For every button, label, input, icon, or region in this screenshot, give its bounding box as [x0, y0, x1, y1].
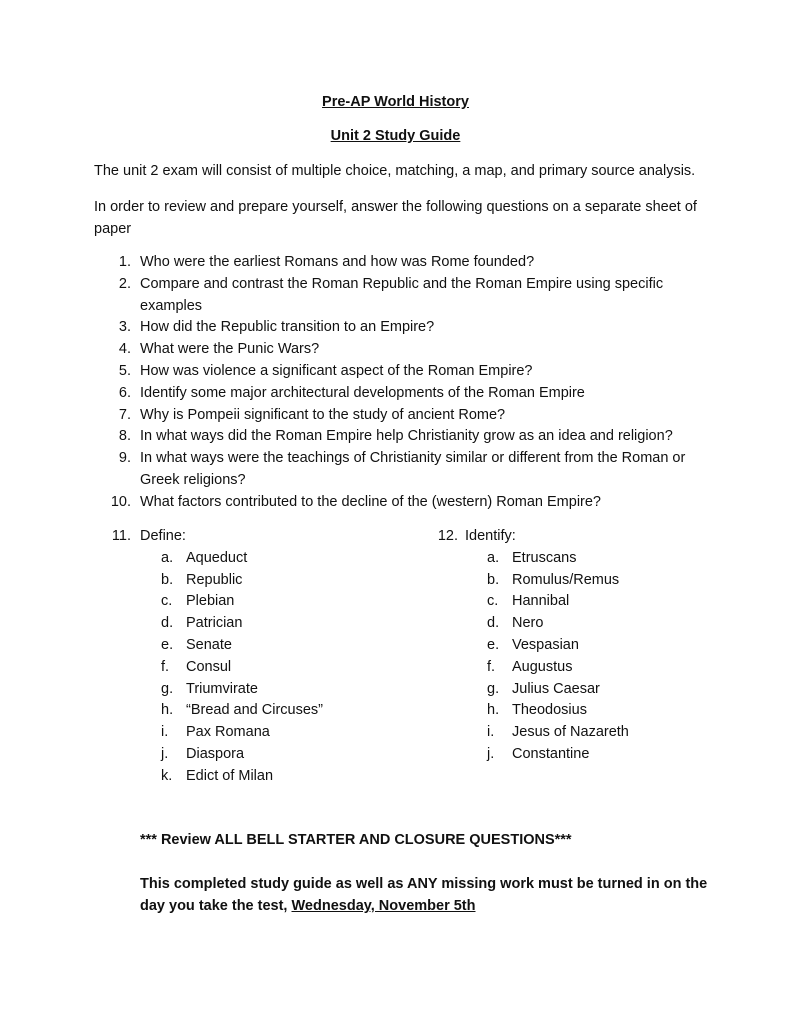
- identify-person: [420, 700, 740, 722]
- identify-number: 12.: [437, 528, 458, 544]
- term-letter: e.: [161, 636, 174, 653]
- term-text: Republic: [186, 571, 243, 588]
- term-text: Patrician: [186, 615, 243, 632]
- question-item: [94, 339, 694, 361]
- identify-section: [420, 526, 740, 766]
- question-text: What were the Punic Wars?: [140, 341, 320, 358]
- question-item: [94, 317, 694, 339]
- question-number: 6.: [118, 384, 131, 401]
- person-text: Constantine: [512, 745, 590, 762]
- identify-person: [420, 570, 740, 592]
- identify-label: Identify:: [465, 528, 516, 544]
- question-text: Identify some major architectural developments of the Roman Empire: [140, 384, 585, 401]
- person-text: Hannibal: [512, 593, 570, 610]
- define-term: [94, 591, 414, 613]
- instructions-paragraph: In order to review and prepare yourself, answer the following questions on a separate sheet of paper: [94, 199, 697, 237]
- term-text: “Bread and Circuses”: [186, 702, 323, 719]
- closing-text: This completed study guide as well as ANY missing work must be turned in on the day you take the test,: [140, 876, 708, 914]
- question-item: [94, 274, 694, 318]
- review-reminder: *** Review ALL BELL STARTER AND CLOSURE QUESTIONS***: [140, 832, 572, 848]
- term-text: Aqueduct: [186, 549, 248, 566]
- term-letter: f.: [161, 658, 170, 675]
- question-number: 3.: [118, 319, 131, 336]
- define-term: [94, 570, 414, 592]
- person-letter: e.: [487, 636, 500, 653]
- term-letter: i.: [161, 724, 169, 741]
- person-text: Etruscans: [512, 549, 577, 566]
- person-letter: f.: [487, 658, 496, 675]
- define-term: [94, 613, 414, 635]
- identify-person: [420, 679, 740, 701]
- define-label: Define:: [140, 528, 186, 544]
- person-letter: i.: [487, 724, 495, 741]
- question-number: 2.: [118, 275, 131, 292]
- identify-person: [420, 591, 740, 613]
- term-letter: c.: [161, 593, 173, 610]
- question-number: 9.: [118, 450, 131, 467]
- term-letter: g.: [161, 680, 174, 697]
- page-subtitle: Unit 2 Study Guide: [330, 128, 461, 144]
- person-letter: h.: [487, 702, 500, 719]
- identify-heading: [420, 526, 740, 548]
- person-text: Augustus: [512, 658, 573, 675]
- question-text: In what ways were the teachings of Christianity similar or different from the Roman or Greek religions?: [140, 450, 686, 488]
- define-term: [94, 548, 414, 570]
- person-letter: a.: [487, 549, 500, 566]
- define-term: [94, 679, 414, 701]
- define-term: [94, 700, 414, 722]
- define-term: [94, 657, 414, 679]
- page-title: Pre-AP World History: [322, 94, 469, 110]
- question-item: [94, 252, 694, 274]
- question-item: [94, 361, 694, 383]
- define-term: [94, 744, 414, 766]
- person-text: Romulus/Remus: [512, 571, 620, 588]
- person-letter: g.: [487, 680, 500, 697]
- term-letter: h.: [161, 702, 174, 719]
- question-item: [94, 405, 694, 427]
- question-item: [94, 448, 694, 492]
- question-list: [94, 252, 694, 514]
- define-number: 11.: [111, 528, 131, 544]
- question-number: 4.: [118, 341, 131, 358]
- term-text: Diaspora: [186, 745, 245, 762]
- term-text: Consul: [186, 658, 232, 675]
- term-letter: j.: [161, 745, 169, 762]
- question-item: [94, 383, 694, 405]
- define-list: [94, 548, 414, 788]
- identify-person: [420, 744, 740, 766]
- identify-person: [420, 722, 740, 744]
- closing-note: [140, 874, 720, 918]
- term-text: Plebian: [186, 593, 235, 610]
- identify-person: [420, 635, 740, 657]
- question-text: Why is Pompeii significant to the study of ancient Rome?: [140, 406, 506, 423]
- term-letter: b.: [161, 571, 174, 588]
- question-text: How was violence a significant aspect of the Roman Empire?: [140, 362, 533, 379]
- person-letter: d.: [487, 615, 500, 632]
- define-section: [94, 526, 414, 788]
- define-heading: [94, 526, 414, 548]
- question-text: In what ways did the Roman Empire help Christianity grow as an idea and religion?: [140, 428, 673, 445]
- identify-person: [420, 548, 740, 570]
- question-text: Who were the earliest Romans and how was Rome founded?: [140, 254, 535, 270]
- question-text: How did the Republic transition to an Empire?: [140, 319, 435, 336]
- question-number: 10.: [110, 493, 131, 510]
- question-item: [94, 426, 694, 448]
- term-text: Pax Romana: [186, 724, 270, 741]
- identify-person: [420, 657, 740, 679]
- question-number: 1.: [118, 254, 131, 270]
- question-text: Compare and contrast the Roman Republic and the Roman Empire using specific examples: [140, 275, 664, 314]
- term-text: Edict of Milan: [186, 767, 274, 784]
- person-text: Nero: [512, 615, 544, 632]
- term-text: Triumvirate: [186, 680, 258, 697]
- question-number: 7.: [118, 406, 131, 423]
- due-date: Wednesday, November 5th: [291, 897, 476, 914]
- identify-person: [420, 613, 740, 635]
- question-text: What factors contributed to the decline of the (western) Roman Empire?: [140, 493, 601, 510]
- term-letter: k.: [161, 767, 173, 784]
- term-text: Senate: [186, 636, 232, 653]
- define-term: [94, 722, 414, 744]
- define-term: [94, 635, 414, 657]
- person-text: Julius Caesar: [512, 680, 600, 697]
- person-text: Jesus of Nazareth: [512, 724, 629, 741]
- person-letter: c.: [487, 593, 499, 610]
- define-term: [94, 766, 414, 788]
- person-text: Vespasian: [512, 636, 579, 653]
- question-number: 5.: [118, 362, 131, 379]
- question-item: [94, 492, 694, 514]
- person-letter: b.: [487, 571, 500, 588]
- question-number: 8.: [118, 428, 131, 445]
- person-letter: j.: [487, 745, 495, 762]
- person-text: Theodosius: [512, 702, 587, 719]
- exam-format-paragraph: The unit 2 exam will consist of multiple choice, matching, a map, and primary source analysis.: [94, 163, 696, 179]
- term-letter: a.: [161, 549, 174, 566]
- identify-list: [420, 548, 740, 766]
- term-letter: d.: [161, 615, 174, 632]
